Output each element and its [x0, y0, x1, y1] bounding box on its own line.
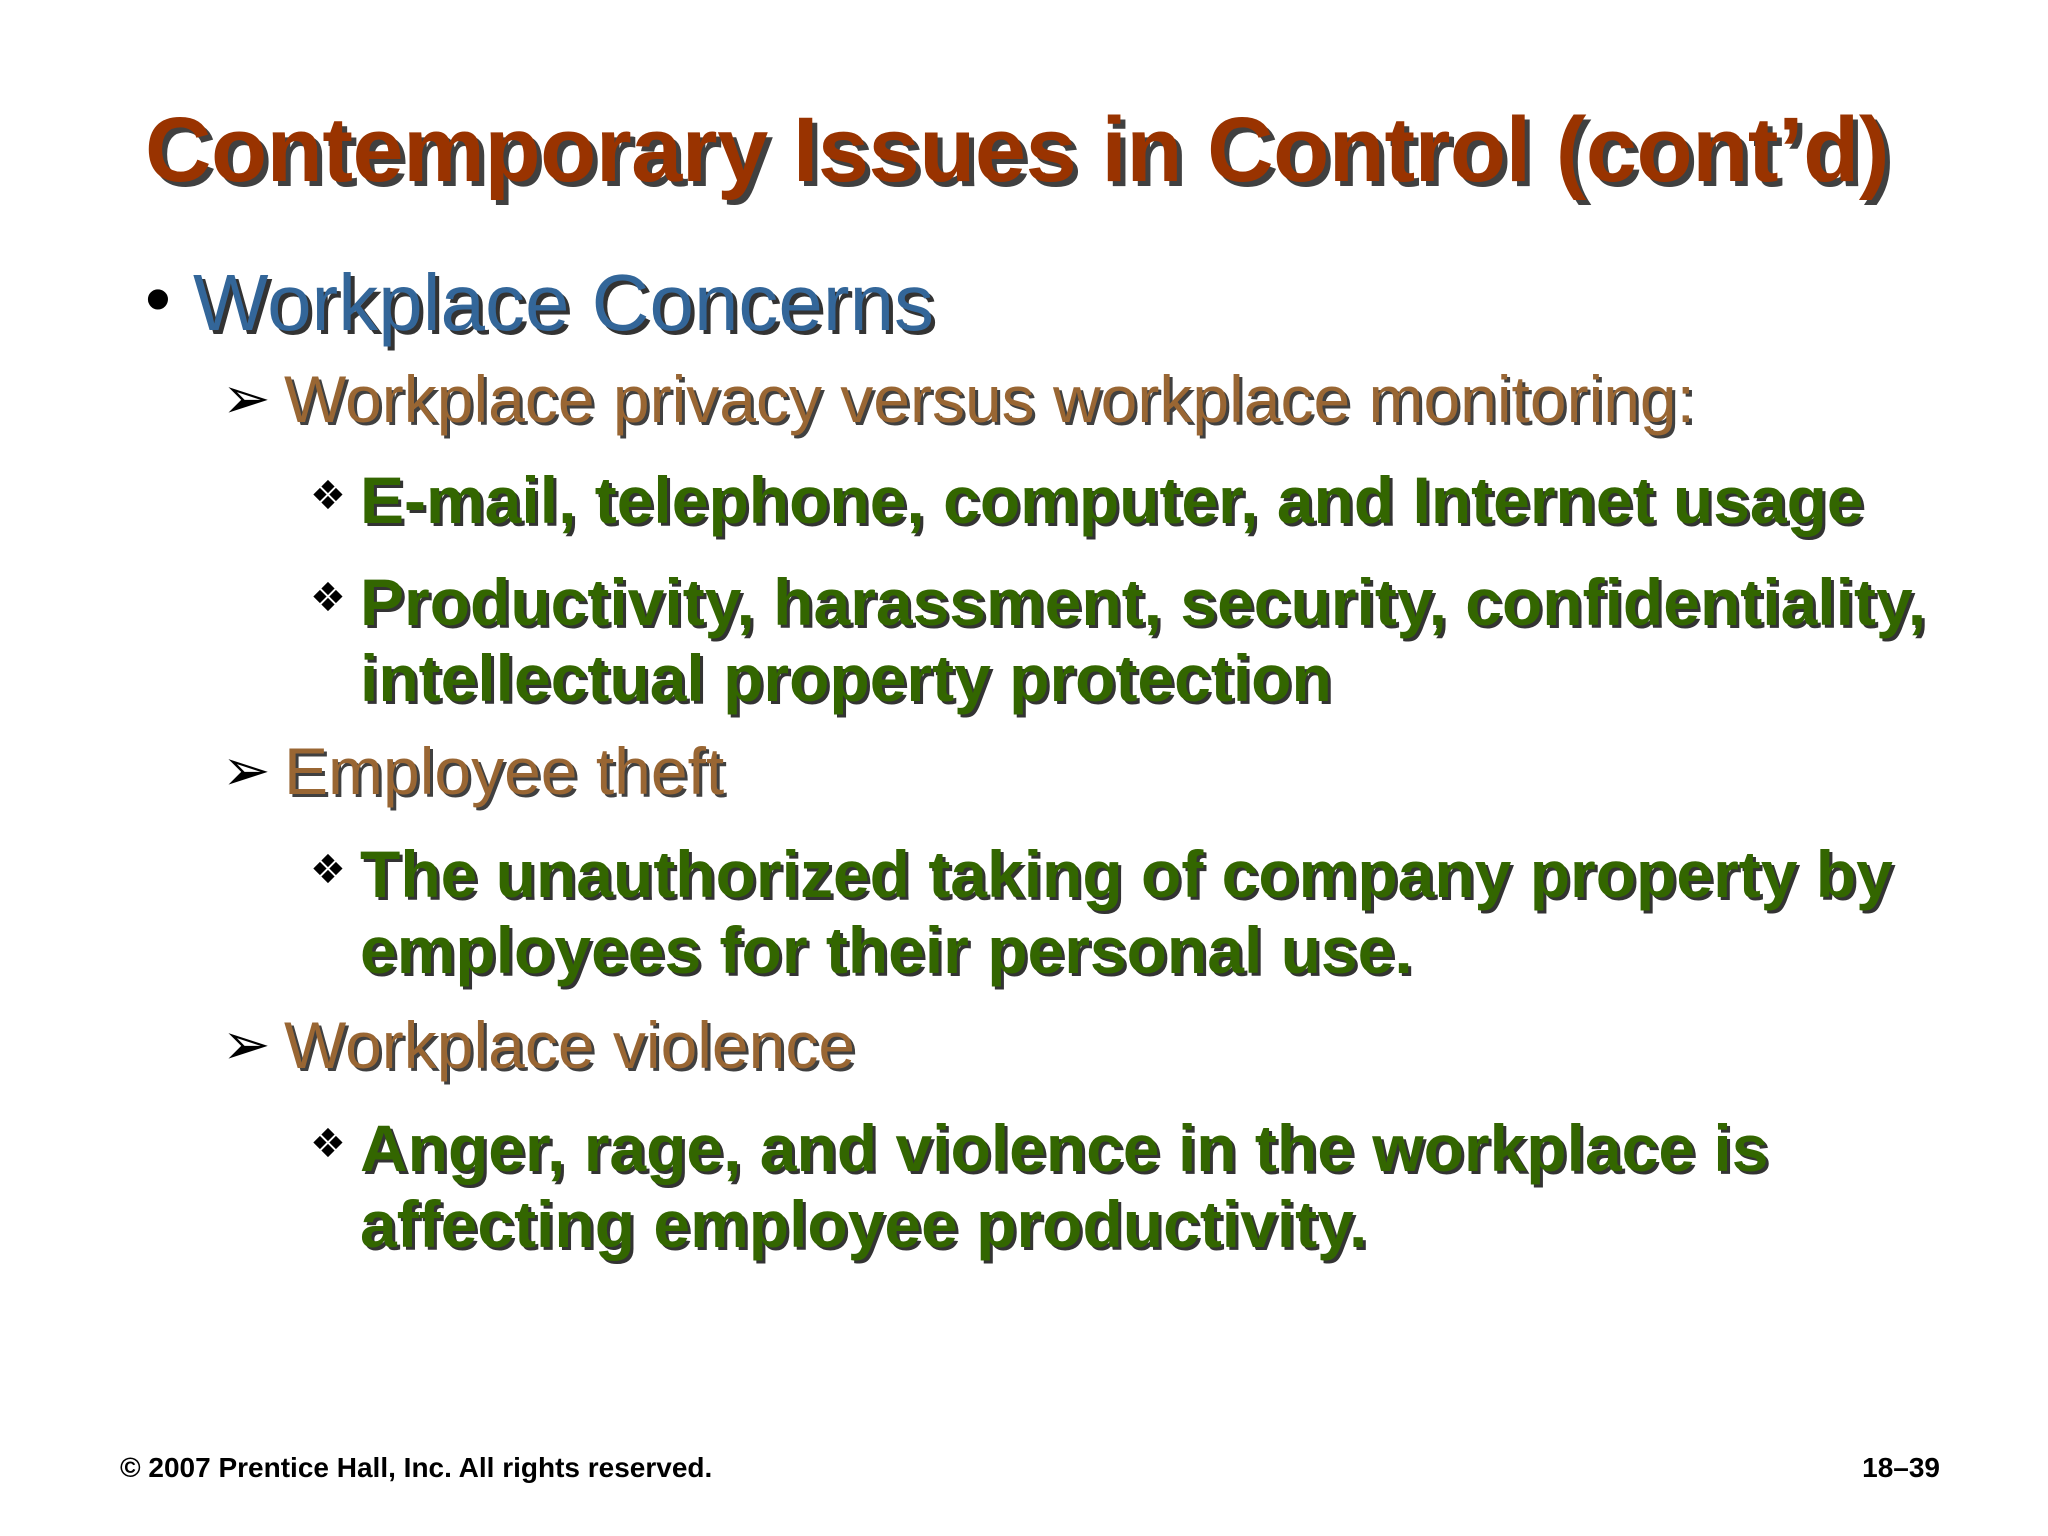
bullet-line: The unauthorized taking of company property by	[360, 837, 1893, 911]
bullet-theft-definition	[310, 836, 1893, 988]
diamond-bullet-icon: ❖	[310, 1122, 346, 1166]
bullet-text	[360, 836, 1893, 988]
bullet-violence-effect	[310, 1110, 1768, 1262]
bullet-text: Workplace Concerns	[193, 258, 935, 347]
bullet-text: Workplace violence	[284, 1008, 856, 1082]
bullet-workplace-violence	[222, 1006, 855, 1085]
copyright-notice: © 2007 Prentice Hall, Inc. All rights reserved.	[120, 1452, 713, 1483]
arrowhead-bullet-icon: ➢	[222, 1012, 271, 1077]
bullet-line: employees for their personal use.	[360, 913, 1413, 987]
bullet-workplace-privacy	[222, 360, 1695, 439]
bullet-text: Workplace privacy versus workplace monitoring:	[284, 362, 1695, 436]
arrowhead-bullet-icon: ➢	[222, 738, 271, 803]
bullet-text	[360, 462, 1864, 538]
bullet-line: Productivity, harassment, security, confidentiality,	[360, 565, 1927, 639]
bullet-text: Employee theft	[284, 734, 725, 808]
arrowhead-bullet-icon: ➢	[222, 366, 271, 431]
bullet-line: intellectual property protection	[360, 641, 1332, 715]
bullet-line: E-mail, telephone, computer, and Internet usage	[360, 463, 1864, 537]
page-number: 18–39	[1862, 1452, 1940, 1483]
bullet-email-usage	[310, 462, 1864, 538]
diamond-bullet-icon: ❖	[310, 474, 346, 518]
bullet-employee-theft	[222, 732, 724, 811]
bullet-text	[360, 564, 1926, 716]
bullet-productivity-concerns	[310, 564, 1926, 716]
round-bullet-icon: •	[145, 257, 171, 340]
diamond-bullet-icon: ❖	[310, 576, 346, 620]
bullet-text	[360, 1110, 1768, 1262]
slide-title: Contemporary Issues in Control (cont’d)	[145, 99, 1889, 201]
bullet-workplace-concerns	[145, 255, 934, 351]
diamond-bullet-icon: ❖	[310, 848, 346, 892]
bullet-line: Anger, rage, and violence in the workplace is	[360, 1111, 1769, 1185]
bullet-line: affecting employee productivity.	[360, 1187, 1368, 1261]
